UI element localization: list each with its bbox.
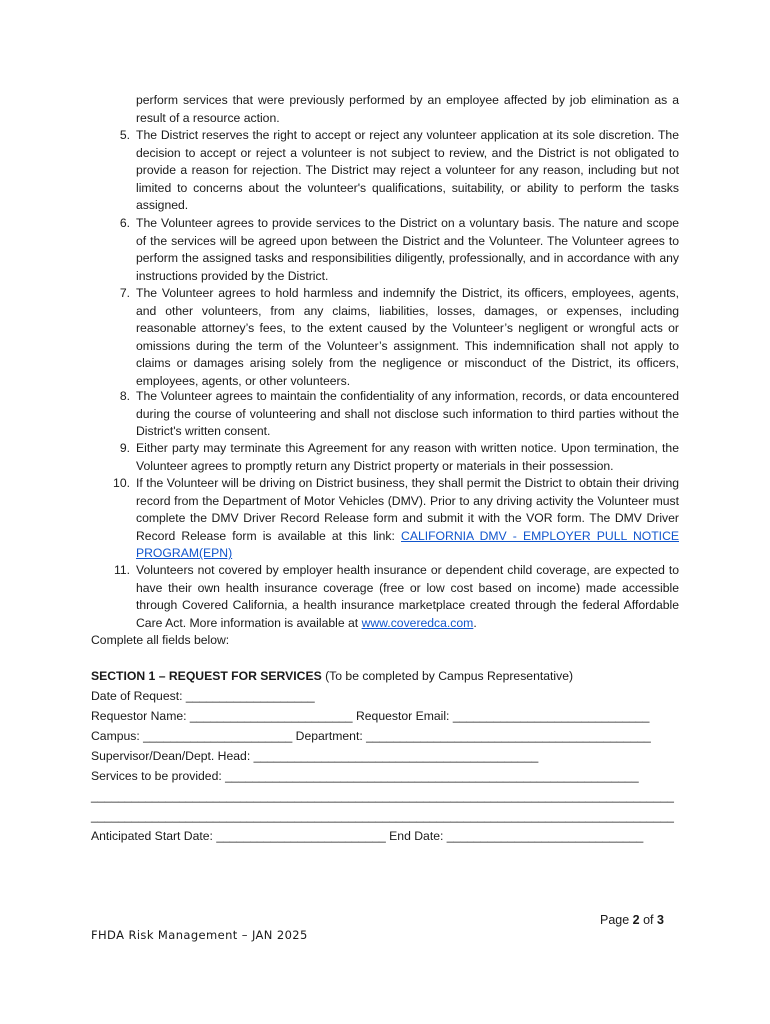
end-date-field[interactable]: End Date: _____________________________ (389, 829, 644, 843)
campus-row (91, 726, 681, 746)
page-prefix: Page (600, 913, 633, 927)
list-number: 5. (119, 128, 130, 142)
dates-row (91, 826, 681, 846)
campus-field[interactable]: Campus: ______________________ (91, 729, 296, 743)
dmv-epn-link[interactable]: CALIFORNIA DMV - EMPLOYER PULL NOTICE PROGRAM(EPN) (136, 528, 679, 561)
list-text-end: . (473, 615, 477, 630)
list-item-10 (113, 475, 679, 563)
requestor-row (91, 706, 681, 726)
requestor-email-field[interactable]: Requestor Email: _____________________________ (355, 709, 650, 723)
section-note: (To be completed by Campus Representative) (321, 669, 574, 683)
list-text: The District reserves the right to accept or reject any volunteer application at its sole discretion. The decision to accept or reject a volunteer is not subject to review, and the District is not obligated to provide a reason for rejection. The District may reject a volunteer for any reason, including but not limited to concerns about the volunteer's qualifications, suitability, or ability to perform the tasks assigned. (136, 128, 679, 213)
list-text: The Volunteer agrees to hold harmless and indemnify the District, its officers, employees, agents, and other volunteers, from any claims, liabilities, losses, damages, or expenses, including reasonable attorney’s fees, to the extent caused by the Volunteer’s negligent or wrongful acts or omissions during the term of the Volunteer’s assignment. This indemnification shall not apply to claims or damages arising solely from the negligence or misconduct of the District, its officers, employees, agents, or other volunteers. (136, 286, 679, 388)
requestor-name-field[interactable]: Requestor Name: ________________________ (91, 709, 356, 723)
date-of-request-field[interactable]: Date of Request: ___________________ (91, 689, 315, 703)
coveredca-link[interactable]: www.coveredca.com (361, 615, 474, 630)
list-text: Volunteers not covered by employer health insurance or dependent child coverage, are expected to have their own health insurance coverage (free or low cost based on income) made accessible through Covered California, a health insurance marketplace created through the federal Affordable Care Act. More information is available at (136, 563, 679, 630)
page-total: 3 (657, 913, 664, 927)
list-item-11 (113, 562, 679, 632)
list-number: 11. (113, 563, 130, 577)
instructions-text: Complete all fields below: (91, 633, 230, 647)
page-of: of (639, 913, 657, 927)
footer-org: FHDA Risk Management – JAN 2025 (91, 928, 308, 942)
services-field[interactable]: Services to be provided: _____________________________________________________________ (91, 769, 639, 783)
list-number: 7. (119, 286, 130, 300)
page-current: 2 (632, 913, 640, 927)
section-1-form (91, 666, 681, 846)
services-blank-line[interactable]: ______________________________________________________________________________________ (91, 789, 674, 803)
list-item-9 (119, 440, 679, 475)
page-number (600, 912, 664, 930)
supervisor-field[interactable]: Supervisor/Dean/Dept. Head: __________________________________________ (91, 749, 539, 763)
department-field[interactable]: Department: __________________________________________ (295, 729, 651, 743)
list-text: The Volunteer agrees to provide services to the District on a voluntary basis. The nature and scope of the services will be agreed upon between the District and the Volunteer. The Volunteer agrees to perform the assigned tasks and responsibilities diligently, professionally, and in accordance with any instructions provided by the District. (136, 216, 679, 283)
list-item-5 (119, 127, 679, 215)
list-item-8 (119, 388, 679, 441)
list-text: If the Volunteer will be driving on District business, they shall permit the District to obtain their driving record from the Department of Motor Vehicles (DMV). Prior to any driving activity the Volunteer must complete the DMV Driver Record Release form and submit it with the VOR form. The DMV Driver Record Release form is available at this link: (136, 476, 679, 543)
list-item-6 (119, 215, 679, 285)
list-continuation: perform services that were previously performed by an employee affected by job elimination as a result of a resource action. (136, 93, 679, 125)
list-item-7 (119, 285, 679, 391)
section-title: SECTION 1 – REQUEST FOR SERVICES (91, 669, 322, 683)
list-number: 6. (119, 216, 130, 230)
list-number: 9. (119, 441, 130, 455)
list-text: The Volunteer agrees to maintain the confidentiality of any information, records, or data encountered during the course of volunteering and shall not disclose such information to third parties without the District's written consent. (136, 389, 679, 439)
services-blank-line[interactable]: ______________________________________________________________________________________ (91, 809, 674, 823)
start-date-field[interactable]: Anticipated Start Date: _________________________ (91, 829, 390, 843)
list-number: 10. (113, 476, 130, 490)
section-heading (91, 666, 681, 686)
list-number: 8. (119, 389, 130, 403)
list-text: Either party may terminate this Agreement for any reason with written notice. Upon termination, the Volunteer agrees to promptly return any District property or materials in their possession. (136, 441, 679, 473)
